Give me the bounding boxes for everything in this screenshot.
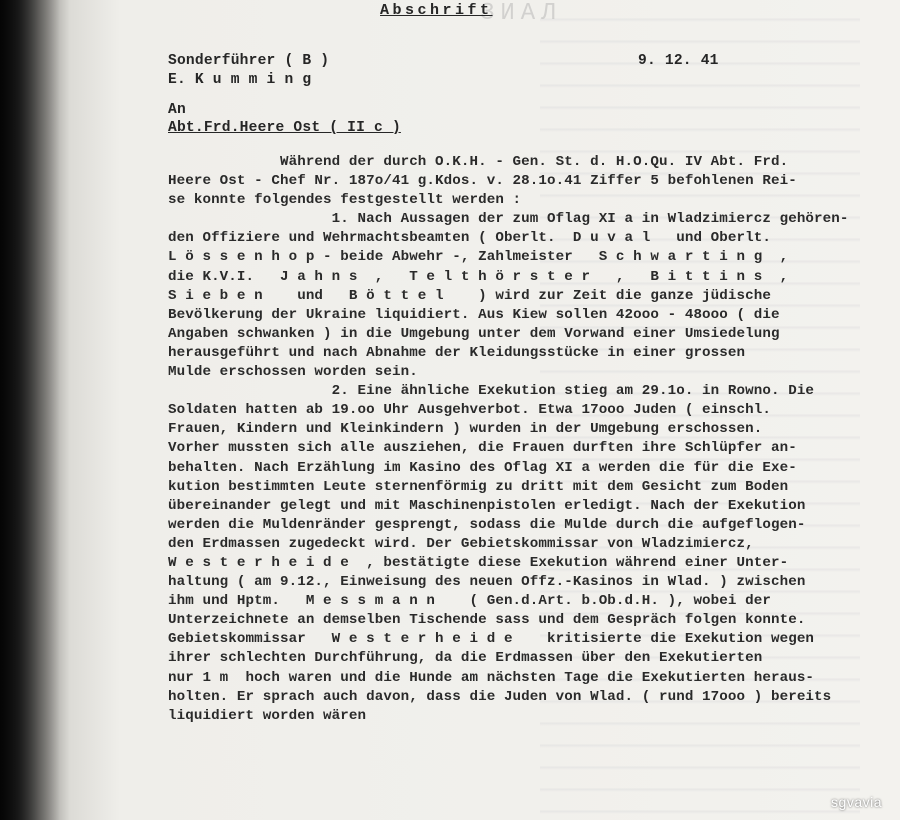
body-line: haltung ( am 9.12., Einweisung des neuen Offz.-Kasinos in Wlad. ) zwischen: [168, 574, 806, 591]
body-line: Soldaten hatten ab 19.oo Uhr Ausgehverbot. Etwa 17ooo Juden ( einschl.: [168, 402, 771, 419]
body-line: S i e b e n und B ö t t e l ) wird zur Zeit die ganze jüdische: [168, 287, 771, 304]
document-title: Abschrift: [380, 2, 493, 19]
body-line: 1. Nach Aussagen der zum Oflag XI a in Wladzimiercz gehören-: [168, 211, 849, 228]
body-line: Angaben schwanken ) in die Umgebung unter dem Vorwand einer Umsiedelung: [168, 325, 780, 342]
address-recipient: Abt.Frd.Heere Ost ( II c ): [168, 120, 401, 136]
body-line: werden die Muldenränder gesprengt, sodass die Mulde durch die aufgeflogen-: [168, 516, 806, 533]
body-line: behalten. Nach Erzählung im Kasino des Oflag XI a werden die für die Exe-: [168, 459, 797, 476]
ghost-header-text: ЗИАЛ: [480, 0, 562, 27]
body-line: se konnte folgendes festgestellt werden :: [168, 192, 522, 209]
body-line: Heere Ost - Chef Nr. 187o/41 g.Kdos. v. 28.1o.41 Ziffer 5 befohlenen Rei-: [168, 173, 797, 190]
body-line: Bevölkerung der Ukraine liquidiert. Aus Kiew sollen 42ooo - 48ooo ( die: [168, 306, 780, 323]
body-line: ihrer schlechten Durchführung, da die Erdmassen über den Exekutierten: [168, 650, 763, 667]
body-line: Vorher mussten sich alle ausziehen, die Frauen durften ihre Schlüpfer an-: [168, 440, 797, 457]
body-line: den Offiziere und Wehrmachtsbeamten ( Oberlt. D u v a l und Oberlt.: [168, 230, 771, 247]
body-line: Mulde erschossen worden sein.: [168, 364, 418, 381]
body-line: ihm und Hptm. M e s s m a n n ( Gen.d.Art. b.Ob.d.H. ), wobei der: [168, 593, 771, 610]
body-line: 2. Eine ähnliche Exekution stieg am 29.1o. in Rowno. Die: [168, 383, 815, 400]
book-binding-shadow: [0, 0, 60, 820]
sender-rank: Sonderführer ( B ): [168, 53, 330, 69]
body-line: Frauen, Kindern und Kleinkindern ) wurden in der Umgebung erschossen.: [168, 421, 763, 438]
body-line: den Erdmassen zugedeckt wird. Der Gebietskommissar von Wladzimiercz,: [168, 535, 754, 552]
watermark-text: sgvavia: [831, 794, 882, 810]
body-line: liquidiert worden wären: [168, 707, 367, 724]
body-line: W e s t e r h e i d e , bestätigte diese Exekution während einer Unter-: [168, 554, 789, 571]
body-line: Gebietskommissar W e s t e r h e i d e kritisierte die Exekution wegen: [168, 631, 815, 648]
body-line: herausgeführt und nach Abnahme der Kleidungsstücke in einer grossen: [168, 344, 746, 361]
address-to: An: [168, 102, 186, 118]
document-body: [168, 153, 849, 726]
body-line: Unterzeichnete an demselben Tischende sass und dem Gespräch folgen konnte.: [168, 612, 806, 629]
body-line: nur 1 m hoch waren und die Hunde am nächsten Tage die Exekutierten heraus-: [168, 669, 815, 686]
body-line: L ö s s e n h o p - beide Abwehr -, Zahlmeister S c h w a r t i n g ,: [168, 249, 789, 266]
body-line: kution bestimmten Leute sternenförmig zu dritt mit dem Gesicht zum Boden: [168, 478, 789, 495]
body-line: die K.V.I. J a h n s , T e l t h ö r s t e r , B i t t i n s ,: [168, 268, 789, 285]
sender-name: E. K u m m i n g: [168, 72, 312, 88]
body-line: übereinander gelegt und mit Maschinenpistolen erledigt. Nach der Exekution: [168, 497, 806, 514]
body-line: Während der durch O.K.H. - Gen. St. d. H.O.Qu. IV Abt. Frd.: [168, 154, 789, 170]
document-date: 9. 12. 41: [638, 53, 719, 69]
body-line: holten. Er sprach auch davon, dass die Juden von Wlad. ( rund 17ooo ) bereits: [168, 688, 832, 705]
